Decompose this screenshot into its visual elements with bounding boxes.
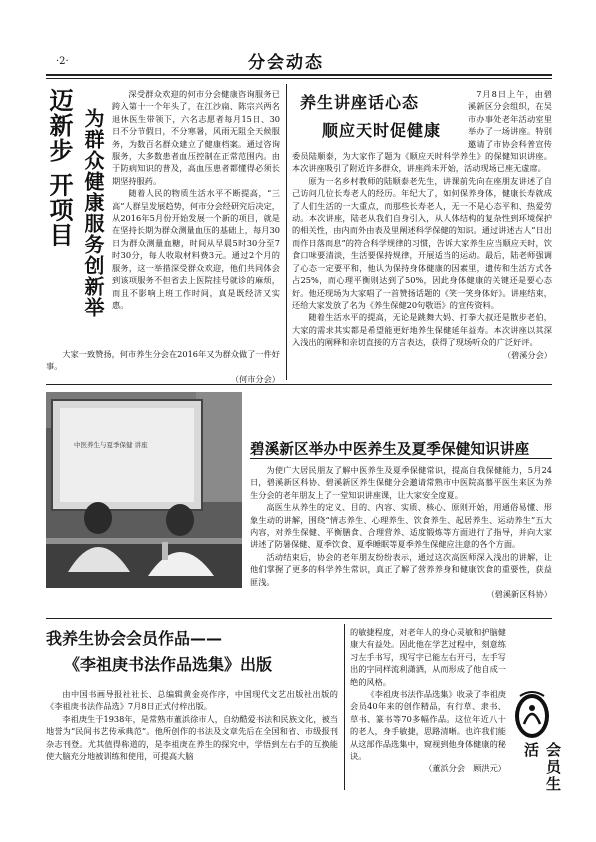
column-divider	[286, 84, 287, 380]
article3-paragraph-2: 高医生从养生的定义、目的、内容、实质、核心、原则开始，用通俗易懂、形象生动的讲解，围绕“情志养生、心理养生、饮食养生、起居养生、运动养生”五大内容，对养生保健、平衡膳食、合理营养、适度锻炼等方面进行了指导，并向大家讲述了防暑保健、夏季饮食、夏季睡眠等夏季养生保健应注意的各个方面。	[250, 502, 552, 550]
article3-signature: （碧溪新区科协）	[486, 589, 552, 600]
article4-paragraph-2: 李祖庚生于1938年，是常熟市董浜徐市人，自幼酷爱书法和民族文化，被当地誉为“民间书艺传承典范”。他所创作的书法及文章先后在全国和省、市级报刊杂志刊登。尤其值得称道的，是李祖庚在养生的探究中，学悟到左右手的互换能使大脑充分地被训练和使用，可提高大脑	[46, 713, 338, 762]
article2-title-line2: 顺应天时促健康	[322, 121, 442, 140]
lecture-photo	[46, 392, 242, 588]
article4-body-left	[46, 688, 338, 762]
header-rule	[46, 74, 552, 76]
article3-title-rule	[250, 458, 552, 459]
badge-text: 会员生活	[522, 742, 562, 793]
article2-paragraph-1: 7月8日上午，由碧溪新区分会组织，在吴市办事处老年活动室里举办了一场讲座。特别邀请了市协会科普宣传委员陆顺泰，为大家作了题为《顺应天时科学养生》的保健知识讲座。本次讲座吸引了附近许多群众，讲座尚未开始，活动现场已座无虚席。	[292, 89, 552, 174]
article4-title-line1: 我养生协会会员作品——	[46, 629, 223, 648]
section-rule-1	[46, 384, 552, 385]
article2-title-line1: 养生讲座话心态	[300, 93, 420, 112]
article4-signature: （董浜分会 顾洪元）	[424, 763, 506, 774]
header-rule-thin	[46, 78, 552, 79]
article1-title-right: 为群众健康服务创新举	[81, 108, 105, 318]
article4-continuation-2: 《李祖庚书法作品选集》收录了李祖庚会员40年来的创作精品，有行草、隶书、草书、篆书等70多幅作品。这位年近八十的老人，身手敏捷，思路清晰。也许我们能从这部作品选集中，窥视到他身体健康的秘诀。	[350, 689, 506, 762]
article4-continuation-1: 的敏捷程度，对老年人的身心灵敏和护脑健康大有益处。因此他在学艺过程中，刻意练习左手书写，现写字已能左右开弓，左手写出的字同样流利潇洒，从而形成了他自成一绝的风格。	[350, 627, 506, 687]
article3-body	[250, 464, 552, 600]
title-float-spacer	[292, 88, 468, 150]
article3-paragraph-3: 活动结束后，协会的老年朋友纷纷表示，通过这次高医师深入浅出的讲解，让他们掌握了更多的科学养生常识，真正了解了营养养身和健康饮食的重要性，获益匪浅。	[250, 551, 552, 587]
badge-emblem-icon	[512, 690, 552, 740]
article1-paragraph-2: 随着人民的物质生活水平不断提高，“三高”人群呈发展趋势，何市分会经研究后决定，从2016年5月份开始发展一个新的项目，就是在坚持长期为群众测量血压的基础上，每月30日为群众测量血糖，时间从早晨5时30分至7时30分，每人收取材料费3元。通过2个月的服务，这一举措深受群众欢迎，他们共同体会到该项服务不但省去上医院挂号就诊的麻烦，而且不影响上班工作时间，真是既经济又实惠。	[112, 188, 280, 310]
article3-paragraph-1: 为使广大居民朋友了解中医养生及夏季保健常识，提高自我保健能力，5月24日，碧溪新区科协、碧溪新区养生保健分会邀请常熟市中医院高慕平医生来区为养生分会的老年朋友上了一堂知识讲座课，让大家安全度夏。	[250, 465, 552, 500]
member-life-badge	[512, 690, 562, 808]
article4-body-right	[350, 626, 506, 775]
article2-body	[292, 88, 552, 361]
section-title: 分会动态	[248, 53, 324, 73]
section-rule-2	[46, 618, 552, 619]
article1-paragraph-1: 深受群众欢迎的何市分会健康咨询服务已跨入第十一个年头了，在江沙扁、陈宗兴两名退休医生带领下，六名志愿者每月15日、30日不分节假日，不分寒暑，风雨无阻全天候服务，为数百名群众建立了健康档案。通过咨询服务，大多数患者血压控制在正常范围内。由于防病知识的普及，高血压患者都懂得必须长期坚持服药。	[112, 89, 280, 186]
article1-closing	[46, 348, 280, 385]
article4-title-line2: 《李祖庚书法作品选集》出版	[64, 655, 273, 674]
article2-paragraph-2: 原为一名乡村教师的陆顺泰老先生，讲课前先向在座朋友讲述了自己访问几位长寿老人的经历。年纪大了，如何保养身体，健康长寿就成了人们生活的一大重点，而那些长寿老人，无一不是心态平和、热爱劳动。本次讲座，陆老从我们自身引入，从人体结构的复杂性到环境保护的相关性，由内而外由表及里阐述科学保健的知识。通过讲述古人“日出而作日落而息”的符合科学规律的习惯，告诉大家养生应当顺应天时，饮食口味要清淡，生活要保持规律，开展适当的运动。最后，陆老师强调了心态一定要平和，他认为保持身体健康的因素里，遗传和生活方式各占25%，而心理平衡则达到了50%，因此身体健康的关键还是要心态好。他还现场为大家唱了一首赞扬话题的《笑一笑身体好》。讲座结束，还给大家发放了名为《养生保健20句敬语》的宣传资料。	[292, 175, 552, 310]
article4-paragraph-1: 由中国书画导报社社长、总编辑黄金亮作序，中国现代文艺出版社出版的《李祖庚书法作品选》7月8日正式付梓出版。	[46, 689, 338, 712]
article3-title: 碧溪新区举办中医养生及夏季保健知识讲座	[250, 442, 530, 458]
page-number: ·2·	[56, 56, 69, 67]
article2-signature: （碧溪分会）	[502, 349, 552, 360]
lecture-slide-text: 中医养生与夏季保健 讲座	[74, 441, 148, 449]
article1-paragraph-3: 大家一致赞扬，何市养生分会在2016年又为群众做了一件好事。	[46, 349, 280, 372]
article2-paragraph-3: 随着生活水平的提高，无论是跳舞大妈、打拳大叔还是散步老伯，大家的需求其实都是希望能更好地养生保健延年益寿。本次讲座以其深入浅出的阐释和亲切直接的方言表达，获得了现场听众的广泛好评。	[292, 312, 552, 348]
lecture-photo-image	[46, 392, 242, 588]
column-divider-2	[344, 624, 345, 790]
article1-signature: （何市分会）	[230, 373, 280, 384]
article1-body	[112, 88, 280, 311]
article1-title-left: 迈新步 开项目	[45, 88, 73, 248]
